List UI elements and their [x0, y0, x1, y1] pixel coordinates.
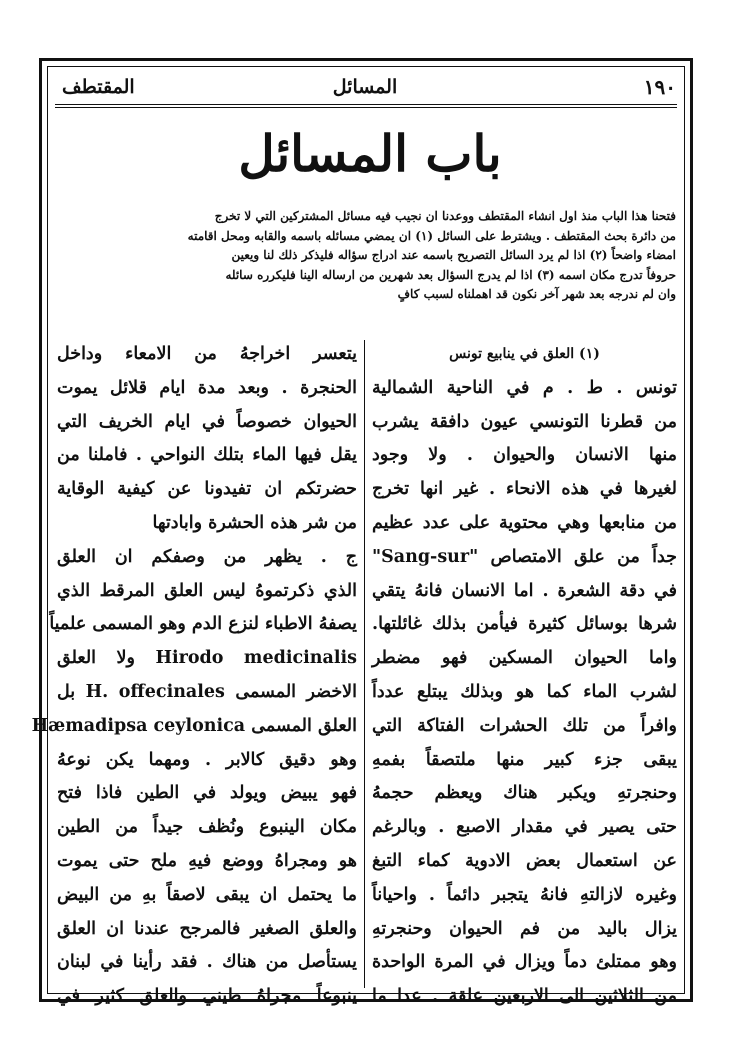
text-line: يستأصل من هناك . فقد رأينا في لبنان — [57, 952, 357, 973]
text-line: الحيوان خصوصاً في ايام الخريف التي — [57, 411, 357, 432]
text-line: جداً من علق الامتصاص "Sang-sur" — [372, 546, 677, 567]
text-line: وغيره لازالتهِ فانهُ يتجبر دائماً . واحياناً — [372, 884, 677, 905]
section-title: باب المسائل — [238, 124, 502, 183]
text-line: تونس . ط . م في الناحية الشمالية — [372, 377, 677, 398]
text-line: عن استعمال بعض الادوية كماء التبغ — [372, 850, 677, 871]
text-line: الاخضر المسمى H. offecinales بل — [57, 681, 358, 702]
text-line: مكان الينبوع ونُظف جيداً من الطين — [57, 817, 357, 838]
text-line: يزال باليد من فم الحيوان وحنجرتهِ — [372, 918, 677, 939]
question-heading: (١) العلق في ينابيع تونس — [449, 346, 600, 362]
intro-line: حروفاً تدرج مكان اسمه (٣) اذا لم يدرج السؤال بعد شهرين من ارساله الينا فليكرره سائله — [225, 267, 676, 282]
text-line: يقل فيها الماء بتلك النواحي . فاملنا من — [57, 445, 357, 466]
page-number: ١٩٠ — [643, 75, 676, 99]
text-line: والعلق الصغير فالمرجح عندنا ان العلق — [57, 918, 357, 939]
text-line: واما الحيوان المسكين فهو مضطر — [372, 648, 677, 669]
left-column — [31, 338, 358, 1014]
answer-line: ج . يظهر من وصفكم ان العلق — [57, 546, 357, 567]
column-divider — [364, 340, 365, 988]
text-line: وهو ممتلئ دماً ويزال في المرة الواحدة — [372, 952, 677, 973]
text-line: حتى يصير في مقدار الاصبع . وبالرغم — [372, 817, 677, 838]
intro-line: فتحنا هذا الباب منذ اول انشاء المقتطف ووعدنا ان نجيب فيه مسائل المشتركين التي لا تخرج — [214, 209, 676, 223]
right-column — [372, 338, 677, 1014]
text-line: من الثلاثين الى الاربعين علقة . عدا ما — [372, 986, 677, 1007]
text-line: وحنجرتهِ ويكبر هناك ويعظم حجمهُ — [372, 783, 677, 804]
text-line: وهو دقيق كالابر . ومهما يكن نوعهُ — [57, 749, 357, 770]
text-line: من منابعها وهي محتوية على عدد عظيم — [372, 512, 677, 533]
header-rule — [55, 107, 677, 108]
intro-line: امضاء واضحاً (٢) اذا لم يرد السائل التصريح باسمه عند ادراج سؤاله فليذكر ذلك لنا ويعين — [231, 248, 676, 262]
text-line: منها الانسان والحيوان . ولا وجود — [372, 445, 677, 466]
text-line: من قطرنا التونسي عيون دافقة يشرب — [372, 411, 677, 432]
intro-paragraph — [62, 207, 676, 305]
text-line: العلق المسمى Hæmadipsa ceylonica — [31, 715, 357, 736]
text-line: يتعسر اخراجهُ من الامعاء وداخل — [57, 344, 357, 364]
text-line: يبقى جزء كبير منها ملتصقاً بفمهِ — [372, 749, 677, 770]
intro-line: وان لم ندرجه بعد شهر آخر نكون قد اهملناه لسبب كافٍ — [397, 287, 676, 301]
text-line: شرها بوسائل كثيرة فيأمن بذلك غائلتها. — [372, 614, 677, 635]
text-line: من شر هذه الحشرة وابادتها — [152, 512, 357, 533]
running-header-journal: المقتطف — [62, 76, 135, 98]
header-rule — [55, 104, 677, 105]
text-line: الحنجرة . وبعد مدة ايام قلائل يموت — [57, 377, 357, 398]
text-line: حضرتكم ان تفيدونا عن كيفية الوقاية — [57, 479, 357, 500]
text-line: Hirodo medicinalis ولا العلق — [57, 648, 357, 669]
text-line: لشرب الماء كما هو وبذلك يبتلع عدداً — [372, 681, 677, 702]
running-header-section: المسائل — [332, 76, 398, 98]
text-line: يصفهُ الاطباء لنزع الدم وهو المسمى علمياً — [49, 614, 357, 635]
text-line: الذي ذكرتموهُ ليس العلق المرقط الذي — [57, 580, 357, 601]
text-line: وافراً من تلك الحشرات الفتاكة التي — [372, 715, 677, 736]
text-line: في دقة الشعرة . اما الانسان فانهُ يتقي — [372, 580, 677, 601]
text-line: لغيرها في هذه الانحاء . غير انها تخرج — [372, 479, 677, 500]
text-line: فهو يبيض ويولد في الطين فاذا فتح — [57, 783, 357, 804]
text-line: ينبوعاً مجراهُ طيني والعلق كثير في — [57, 986, 357, 1007]
intro-line: من دائرة بحث المقتطف . ويشترط على السائل (١) ان يمضي مسائله باسمه والقابه ومحل اقامته — [187, 228, 676, 243]
text-line: هو ومجراهُ ووضع فيهِ ملح حتى يموت — [57, 850, 357, 871]
text-line: ما يحتمل ان يبقى لاصقاً بهِ من البيض — [57, 884, 357, 905]
